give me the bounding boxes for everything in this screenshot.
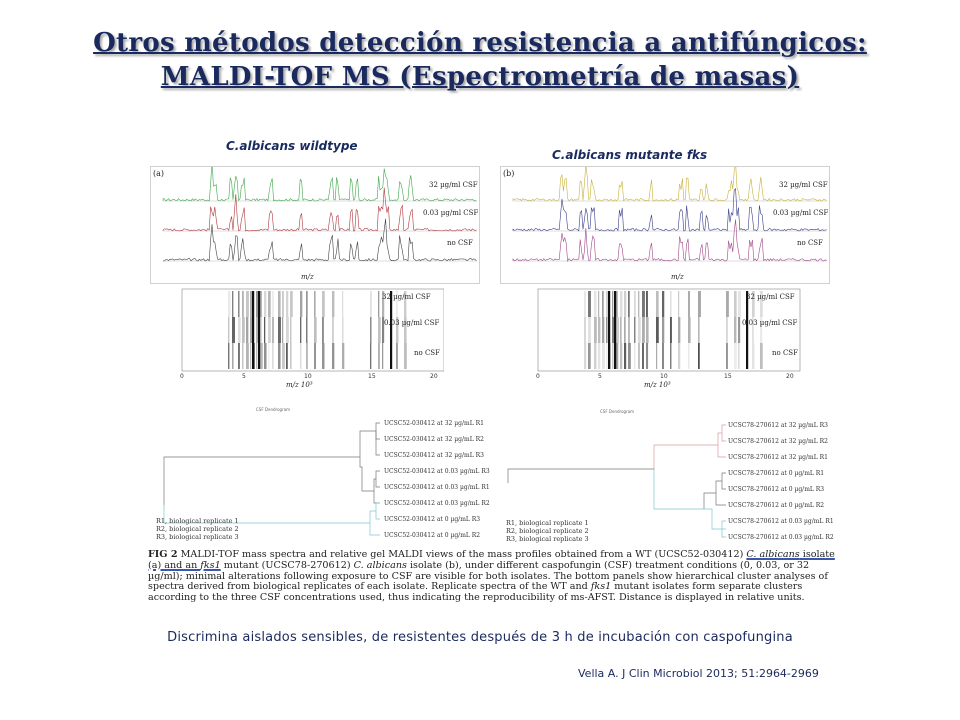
gel-band (594, 343, 596, 369)
gel-band-strong (614, 343, 616, 369)
gel-band (584, 291, 586, 317)
gel-band-strong (252, 291, 254, 317)
caption-gene-2: fks1 (590, 581, 612, 593)
caption-text-3: mutant (UCSC78-270612) (220, 559, 354, 571)
gel-band-strong (390, 343, 392, 369)
gel-band (616, 291, 618, 317)
dendrogram-b-leaf-2: UCSC78-270612 at 32 µg/mL R2 (728, 438, 828, 445)
caption-text-5: mutant isolates form separate clusters according to the three CSF concentrations used, thus indicating the reproducibility of ms-AFST. Distance is displayed in relative units. (148, 581, 805, 604)
gel-band (268, 291, 271, 317)
gel-band (260, 343, 263, 369)
slide-title-line-1: Otros métodos detección resistencia a antifúngicos: (93, 28, 867, 58)
dendrogram-a-leaf-2: UCSC52-030412 at 32 µg/mL R2 (384, 436, 484, 443)
mz-label-b: m/z (671, 273, 684, 281)
gel-band (752, 343, 754, 369)
dendrogram-a-title: CSF Dendrogram (256, 407, 291, 412)
gel-band (726, 343, 728, 369)
gel-band (670, 291, 672, 317)
gel-band-strong (614, 317, 616, 343)
gel-band (662, 291, 664, 317)
gel-band (624, 343, 626, 369)
dendrogram-a-leaf-5: UCSC52-030412 at 0.03 µg/mL R1 (384, 484, 490, 491)
gel-band (612, 343, 613, 369)
spectra-panel-a (150, 166, 480, 284)
gel-band (232, 343, 234, 369)
dendrogram-panel-b (500, 405, 840, 547)
gel-band (228, 343, 229, 369)
dendrogram-a-leaf-3: UCSC52-030412 at 32 µg/mL R3 (384, 452, 484, 459)
conclusion-text: Discrimina aislados sensibles, de resistentes después de 3 h de incubación con caspofungina (167, 630, 793, 645)
gel-band (282, 317, 283, 343)
gel-band (688, 317, 691, 343)
gel-band (322, 291, 325, 317)
gel-band (250, 317, 252, 343)
gel-a-tick-5: 5 (242, 373, 246, 380)
gel-band (602, 317, 604, 343)
gel-band (616, 317, 619, 343)
gel-band (628, 317, 630, 343)
gel-band (264, 317, 265, 343)
gel-band (314, 343, 316, 369)
dendrogram-a-leaf-7: UCSC52-030412 at 0 µg/mL R3 (384, 516, 481, 523)
gel-band (300, 291, 302, 317)
gel-band (726, 291, 729, 317)
gel-band (638, 343, 640, 369)
gel-band (238, 317, 241, 343)
gel-band (378, 317, 381, 343)
dendrogram-b-legend (506, 519, 589, 543)
gel-band (306, 291, 308, 317)
figure-caption (148, 550, 838, 604)
gel-a-tick-15: 15 (368, 373, 376, 380)
gel-band (662, 317, 664, 343)
gel-band (268, 317, 271, 343)
gel-band (646, 291, 648, 317)
gel-band (300, 317, 301, 343)
gel-band-strong (608, 317, 610, 343)
gel-band (250, 343, 251, 369)
gel-band (256, 317, 258, 343)
dendrogram-b-leaf-6: UCSC78-270612 at 0 µg/mL R2 (728, 502, 825, 509)
gel-band (332, 343, 334, 369)
gel-band (306, 317, 307, 343)
gel-view-b (530, 287, 806, 391)
gel-band (656, 291, 659, 317)
trace-label-a-3: no CSF (447, 239, 473, 247)
legend-a-r2: R2, biological replicate 2 (156, 525, 239, 533)
gel-band (588, 317, 591, 343)
gel-a-tick-20: 20 (430, 373, 438, 380)
legend-b-r1: R1, biological replicate 1 (506, 519, 589, 527)
gel-band (246, 317, 248, 343)
gel-band (628, 291, 630, 317)
gel-band (738, 317, 740, 343)
caption-species-2: C. albicans (353, 559, 407, 571)
dendrogram-b-leaf-4: UCSC78-270612 at 0 µg/mL R1 (728, 470, 825, 477)
legend-b-r2: R2, biological replicate 2 (506, 527, 589, 535)
gel-band (698, 291, 701, 317)
caption-gene-1: fks1 (200, 559, 221, 571)
gel-band (332, 291, 334, 317)
caption-text-2: isolate (a) and an (148, 549, 835, 571)
gel-band (242, 317, 245, 343)
gel-band (642, 317, 645, 343)
gel-band (242, 343, 244, 369)
gel-band (688, 291, 690, 317)
gel-band (268, 343, 269, 369)
gel-panel-b (530, 287, 806, 391)
gel-band (260, 291, 262, 317)
gel-band (588, 343, 591, 369)
gel-b-tick-5: 5 (598, 373, 602, 380)
spectra-panel-b (500, 166, 830, 284)
gel-band (656, 343, 657, 369)
gel-band (342, 317, 344, 343)
gel-band-strong (258, 291, 260, 317)
dendrogram-a-leaf-6: UCSC52-030412 at 0.03 µg/mL R2 (384, 500, 490, 507)
dendrogram-b-title: CSF Dendrogram (600, 409, 635, 414)
spectrum-trace (163, 219, 477, 261)
gel-band (256, 343, 257, 369)
gel-band (232, 291, 233, 317)
gel-band (638, 291, 639, 317)
gel-band (642, 343, 644, 369)
gel-band (738, 343, 740, 369)
gel-band (646, 317, 649, 343)
gel-band (228, 317, 229, 343)
dendrogram-b-leaf-3: UCSC78-270612 at 32 µg/mL R1 (728, 454, 828, 461)
gel-band (598, 291, 599, 317)
gel-b-tick-20: 20 (786, 373, 794, 380)
gel-b-label-2: 0.03 µg/ml CSF (742, 319, 798, 327)
gel-band (760, 343, 763, 369)
legend-a-r1: R1, biological replicate 1 (156, 517, 239, 525)
dendrogram-a-leaf-8: UCSC52-030412 at 0 µg/mL R2 (384, 532, 481, 539)
gel-band (322, 317, 324, 343)
gel-band (382, 343, 383, 369)
gel-band (370, 343, 371, 369)
gel-band (642, 291, 645, 317)
gel-band (332, 317, 334, 343)
gel-band (634, 291, 636, 317)
gel-band (726, 317, 728, 343)
gel-b-label-3: no CSF (772, 349, 798, 357)
panel-a-letter: (a) (153, 169, 165, 178)
gel-band-strong (258, 317, 260, 343)
legend-b-r3: R3, biological replicate 3 (506, 535, 589, 543)
gel-band (624, 317, 626, 343)
trace-label-b-2: 0.03 µg/ml CSF (773, 209, 829, 217)
dendrogram-a-leaf-1: UCSC52-030412 at 32 µg/mL R1 (384, 420, 484, 427)
dendrogram-a-legend (156, 517, 239, 541)
gel-band (678, 343, 680, 369)
gel-band-strong (252, 317, 254, 343)
gel-band (738, 291, 741, 317)
gel-band (282, 291, 284, 317)
spectrum-trace (513, 219, 827, 261)
dendrogram-b-leaf-5: UCSC78-270612 at 0 µg/mL R3 (728, 486, 825, 493)
gel-a-axis-label: m/z 10³ (286, 381, 313, 389)
gel-band (638, 317, 641, 343)
gel-a-label-2: 0.03 µg/ml CSF (384, 319, 440, 327)
trace-label-b-3: no CSF (797, 239, 823, 247)
gel-band (238, 291, 240, 317)
gel-band (656, 317, 659, 343)
citation-reference: Vella A. J Clin Microbiol 2013; 51:2964-2969 (578, 667, 819, 680)
gel-a-label-3: no CSF (414, 349, 440, 357)
gel-panel-a (174, 287, 444, 391)
gel-band (238, 343, 240, 369)
gel-band (620, 291, 623, 317)
dendrogram-b-leaf-1: UCSC78-270612 at 32 µg/mL R3 (728, 422, 828, 429)
gel-band (678, 317, 680, 343)
gel-b-tick-15: 15 (724, 373, 732, 380)
gel-band (242, 291, 244, 317)
gel-band (286, 343, 288, 369)
gel-b-axis-label: m/z 10³ (644, 381, 671, 389)
dendrogram-panel-a (150, 405, 490, 547)
gel-band (342, 343, 344, 369)
gel-band (602, 343, 605, 369)
gel-band-strong (608, 291, 610, 317)
gel-band (598, 343, 600, 369)
gel-band (404, 343, 407, 369)
gel-band (688, 343, 690, 369)
gel-a-tick-0: 0 (180, 373, 184, 380)
gel-band (342, 291, 343, 317)
gel-band (678, 291, 679, 317)
mutant-label: C.albicans mutante fks (552, 148, 708, 162)
gel-band (616, 343, 618, 369)
gel-band (606, 317, 608, 343)
gel-band (620, 343, 622, 369)
gel-band (634, 317, 635, 343)
caption-fig-label: FIG 2 (148, 549, 178, 560)
gel-band (246, 343, 249, 369)
gel-band (264, 291, 266, 317)
gel-band (594, 291, 596, 317)
gel-band (278, 317, 281, 343)
gel-band (698, 317, 700, 343)
gel-band (734, 291, 737, 317)
gel-band (588, 291, 591, 317)
gel-band-strong (614, 291, 616, 317)
wildtype-label: C.albicans wildtype (226, 139, 358, 153)
slide-title-line-2: MALDI-TOF MS (Espectrometría de masas) (160, 62, 800, 92)
gel-band (260, 317, 262, 343)
gel-band (662, 343, 664, 369)
caption-species-1: C. albicans (746, 549, 800, 560)
gel-band (322, 343, 324, 369)
gel-band (370, 317, 372, 343)
gel-band (612, 291, 613, 317)
gel-band (620, 317, 622, 343)
gel-b-label-1: 32 µg/ml CSF (746, 293, 795, 301)
gel-band (306, 343, 308, 369)
caption-text-4: isolate (b), under different caspofungin (CSF) treatment conditions (0, 0.03, or 32 µg/ml); minimal alterations following exposure to CSF are visible for both isolates. The bottom panels show hierarchical cluster analyses of spectra derived from biological replicates of each isolate. Replicate spectra of the WT and (148, 559, 828, 593)
gel-band (670, 317, 672, 343)
gel-band (286, 317, 289, 343)
gel-band (290, 343, 292, 369)
gel-a-label-1: 32 µg/ml CSF (382, 293, 431, 301)
gel-band-strong (746, 343, 748, 369)
gel-band (634, 343, 635, 369)
gel-a-tick-10: 10 (304, 373, 312, 380)
gel-band (584, 317, 586, 343)
gel-band (378, 291, 379, 317)
gel-band-strong (252, 343, 254, 369)
dendrogram-b-leaf-8: UCSC78-270612 at 0.03 µg/mL R2 (728, 534, 834, 541)
gel-band (598, 317, 600, 343)
gel-band (286, 291, 288, 317)
gel-band (378, 343, 380, 369)
gel-band (624, 291, 626, 317)
gel-band (670, 343, 671, 369)
gel-band (698, 343, 700, 369)
gel-band (584, 343, 586, 369)
gel-band (396, 343, 398, 369)
gel-band (282, 343, 285, 369)
gel-band (646, 343, 648, 369)
gel-band (314, 291, 316, 317)
gel-band (264, 343, 267, 369)
gel-band (370, 291, 372, 317)
gel-band (278, 343, 281, 369)
gel-band (606, 343, 608, 369)
gel-band (246, 291, 249, 317)
gel-band (594, 317, 597, 343)
gel-b-tick-0: 0 (536, 373, 540, 380)
trace-label-a-2: 0.03 µg/ml CSF (423, 209, 479, 217)
panel-b-letter: (b) (503, 169, 515, 178)
gel-band (628, 343, 631, 369)
gel-band-strong (608, 343, 610, 369)
gel-band (272, 317, 274, 343)
gel-band (290, 291, 293, 317)
dendrogram-b-leaf-7: UCSC78-270612 at 0.03 µg/mL R1 (728, 518, 834, 525)
trace-label-a-1: 32 µg/ml CSF (429, 181, 478, 189)
gel-band (272, 343, 274, 369)
gel-band (228, 291, 230, 317)
gel-band (290, 317, 291, 343)
gel-band (232, 317, 235, 343)
gel-band (250, 291, 252, 317)
trace-label-b-1: 32 µg/ml CSF (779, 181, 828, 189)
gel-band (272, 291, 274, 317)
caption-text-1: MALDI-TOF mass spectra and relative gel MALDI views of the mass profiles obtained from a WT (UCSC52-030412) (177, 549, 747, 560)
gel-band (300, 343, 301, 369)
gel-band (734, 343, 737, 369)
gel-band (278, 291, 281, 317)
gel-band (734, 317, 736, 343)
dendrogram-a-leaf-4: UCSC52-030412 at 0.03 µg/mL R3 (384, 468, 490, 475)
legend-a-r3: R3, biological replicate 3 (156, 533, 239, 541)
gel-band-strong (258, 343, 260, 369)
mz-label-a: m/z (301, 273, 314, 281)
gel-b-tick-10: 10 (660, 373, 668, 380)
gel-band (602, 291, 604, 317)
gel-band (314, 317, 317, 343)
